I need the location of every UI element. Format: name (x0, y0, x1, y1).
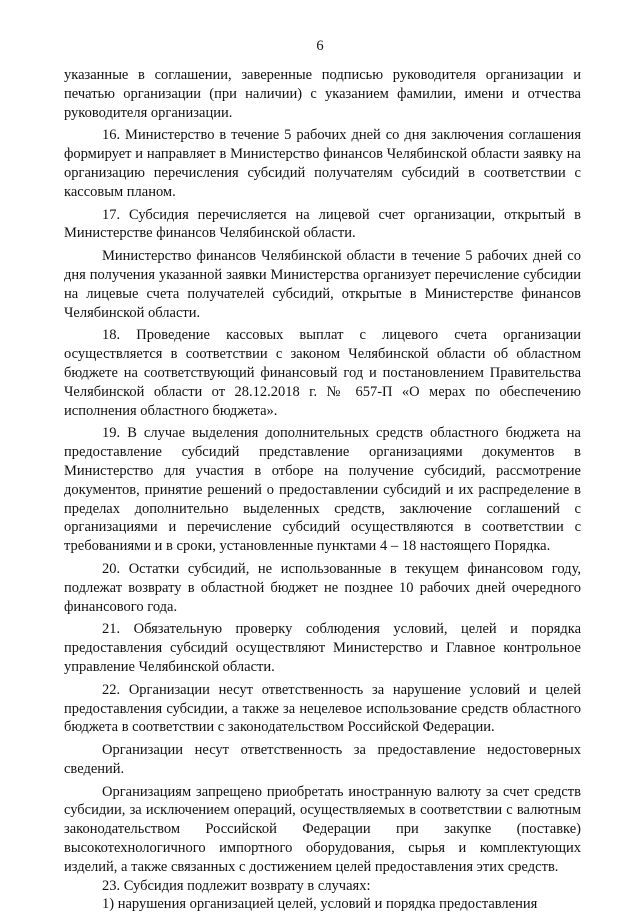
paragraph-22-currency: Организациям запрещено приобретать иностранную валюту за счет средств субсидии, за исключением операций, осуществляемых в соответствии с валютным законодательством Российской Федерации при закупке (поставке) высокотехнологичного импортного оборудования, сырья и комплектующих изделий, а также связанных с достижением целей предоставления этих средств. (64, 783, 581, 875)
paragraph-18: 18. Проведение кассовых выплат с лицевого счета организации осуществляется в соответствии с законом Челябинской области об областном бюджете на соответствующий финансовый год и постановлением Правительства Челябинской области от 28.12.2018 г. № 657-П «О мерах по обеспечению исполнения областного бюджета». (64, 327, 581, 419)
page-number: 6 (316, 38, 324, 54)
paragraph-20: 20. Остатки субсидий, не использованные в текущем финансовом году, подлежат возврату в областной бюджет не позднее 10 рабочих дней очередного финансового года. (64, 560, 581, 615)
document-body (64, 66, 581, 914)
paragraph-19: 19. В случае выделения дополнительных средств областного бюджета на предоставление субсидий представление организациями документов в Министерство для участия в отборе на получение субсидий, рассмотрение документов, принятие решений о предоставлении субсидий и их распределение в пределах дополнительно выделенных средств, заключение соглашений с организациями и перечисление субсидий осуществляются в соответствии с требованиями и в сроки, установленные пунктами 4 – 18 настоящего Порядка. (64, 425, 581, 555)
paragraph-17-finance-ministry: Министерство финансов Челябинской области в течение 5 рабочих дней со дня получения указанной заявки Министерства организует перечисление субсидии на лицевые счета получателей субсидий, открытые в Министерстве финансов Челябинской области. (64, 248, 581, 321)
paragraph-23-item-1: 1) нарушения организацией целей, условий и порядка предоставления (102, 896, 538, 913)
paragraph-continuation: указанные в соглашении, заверенные подписью руководителя организации и печатью организации (при наличии) с указанием фамилии, имени и отчества руководителя организации. (64, 67, 581, 121)
paragraph-17: 17. Субсидия перечисляется на лицевой счет организации, открытый в Министерстве финансов Челябинской области. (64, 206, 581, 242)
paragraph-22-false-info: Организации несут ответственность за предоставление недостоверных сведений. (64, 742, 581, 777)
paragraph-22: 22. Организации несут ответственность за нарушение условий и целей предоставления субсидии, а также за нецелевое использование средств областного бюджета в соответствии с законодательством Российской Федерации. (64, 681, 581, 736)
paragraph-23: 23. Субсидия подлежит возврату в случаях: (102, 877, 371, 894)
paragraph-21: 21. Обязательную проверку соблюдения условий, целей и порядка предоставления субсидий осуществляют Министерство и Главное контрольное управление Челябинской области. (64, 621, 581, 675)
paragraph-16: 16. Министерство в течение 5 рабочих дней со дня заключения соглашения формирует и направляет в Министерство финансов Челябинской области заявку на организацию перечисления субсидий получателям субсидий в соответствии с кассовым планом. (64, 127, 581, 200)
